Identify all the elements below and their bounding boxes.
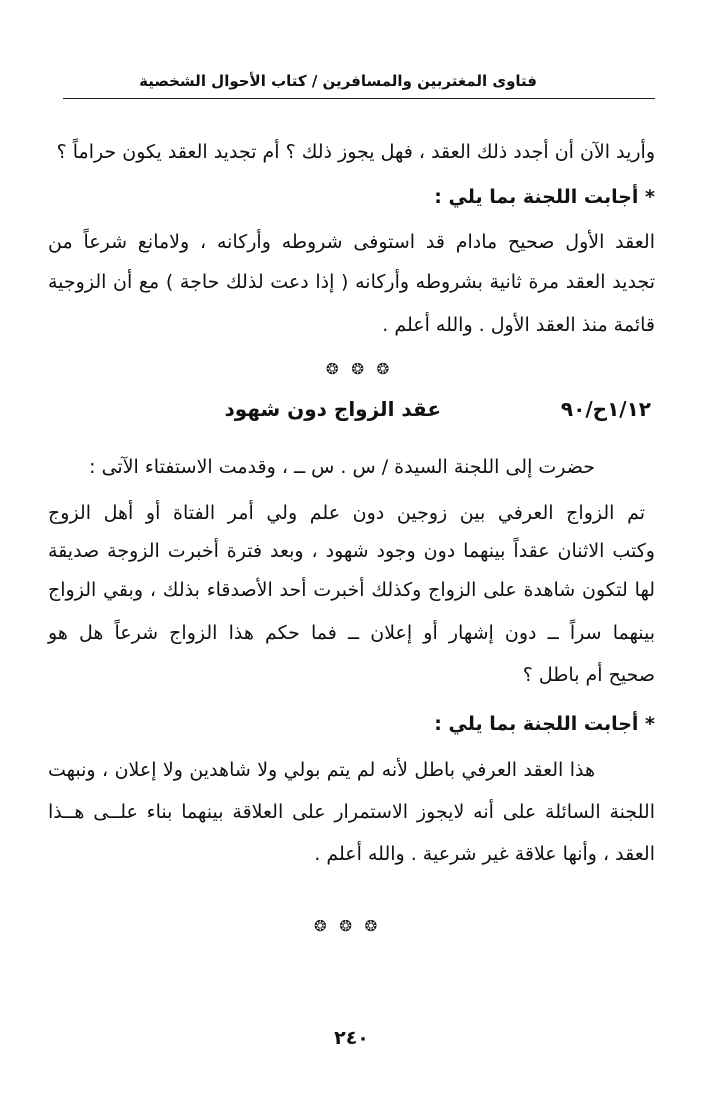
header-rule bbox=[63, 98, 655, 99]
answer-2-line-3: العقد ، وأنها علاقة غير شرعية . والله أعلم . bbox=[314, 843, 655, 865]
page-number: ٢٤٠ bbox=[334, 1027, 369, 1049]
answer-heading-2: * أجابت اللجنة بما يلي : bbox=[434, 713, 655, 735]
answer-heading-1: * أجابت اللجنة بما يلي : bbox=[434, 186, 655, 208]
question-line-1: تم الزواج العرفي بين زوجين دون علم ولي أمر الفتاة أو أهل الزوج bbox=[48, 502, 645, 524]
separator-ornament-2: ❂ ❂ ❂ bbox=[314, 917, 382, 935]
question-line-4: بينهما سراً ــ دون إشهار أو إعلان ــ فما حكم هذا الزواج شرعاً هل هو bbox=[48, 622, 655, 644]
fatwa-title: عقد الزواج دون شهود bbox=[224, 397, 441, 421]
separator-ornament-1: ❂ ❂ ❂ bbox=[326, 360, 394, 378]
answer-1-line-1: العقد الأول صحيح مادام قد استوفى شروطه وأركانه ، ولامانع شرعاً من bbox=[48, 231, 655, 253]
question-line-3: لها لتكون شاهدة على الزواج وكذلك أخبرت أحد الأصدقاء بذلك ، وبقي الزواج bbox=[48, 579, 655, 601]
answer-1-line-3: قائمة منذ العقد الأول . والله أعلم . bbox=[382, 314, 655, 336]
answer-2-line-2: اللجنة السائلة على أنه لايجوز الاستمرار على العلاقة بينهما بناء علــى هــذا bbox=[48, 801, 655, 823]
question-tail: وأريد الآن أن أجدد ذلك العقد ، فهل يجوز ذلك ؟ أم تجديد العقد يكون حراماً ؟ bbox=[56, 141, 655, 163]
question-line-2: وكتب الاثنان عقداً بينهما دون وجود شهود ، وبعد فترة أخبرت الزوجة صديقة bbox=[48, 540, 655, 562]
answer-1-line-2: تجديد العقد مرة ثانية بشروطه وأركانه ( إذا دعت لذلك حاجة ) مع أن الزوجية bbox=[48, 271, 655, 293]
answer-2-line-1: هذا العقد العرفي باطل لأنه لم يتم بولي ولا شاهدين ولا إعلان ، ونبهت bbox=[48, 759, 595, 781]
fatwa-number: ١/١٢ح/٩٠ bbox=[560, 397, 651, 421]
fatwa-intro: حضرت إلى اللجنة السيدة / س . س ــ ، وقدمت الاستفتاء الآتى : bbox=[89, 456, 595, 478]
running-header: فتاوى المغتربين والمسافرين / كتاب الأحوال الشخصية bbox=[139, 72, 537, 90]
question-line-5: صحيح أم باطل ؟ bbox=[522, 664, 655, 686]
